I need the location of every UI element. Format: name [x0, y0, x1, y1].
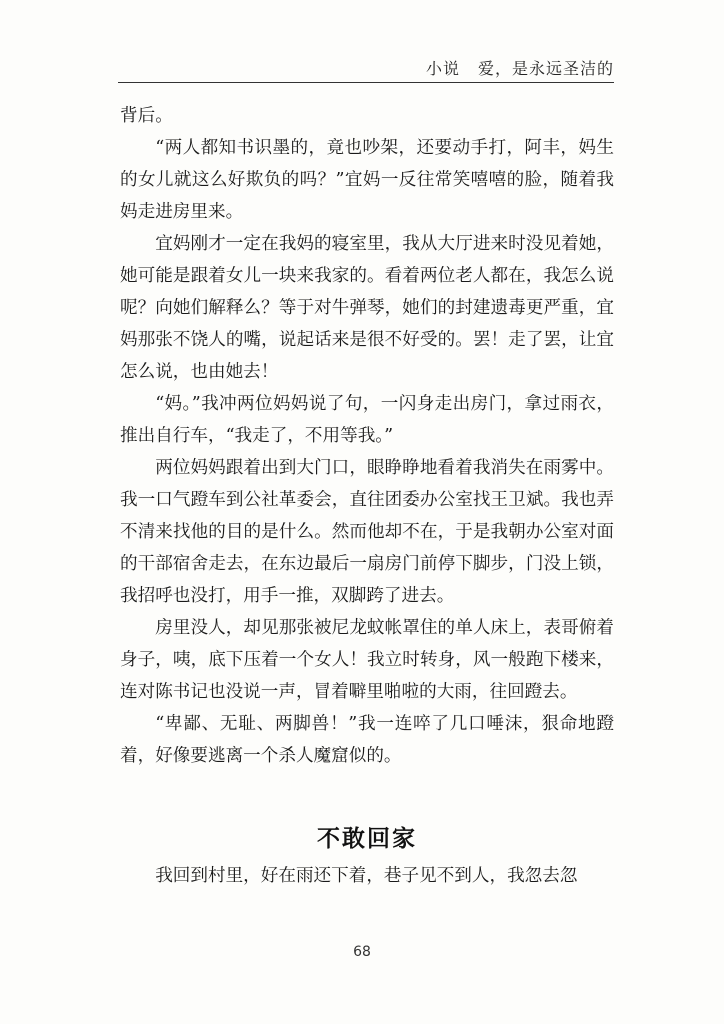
paragraph: “卑鄙、无耻、两脚兽！”我一连啐了几口唾沫，狠命地蹬着，好像要逃离一个杀人魔窟似的。: [120, 714, 614, 766]
running-header: [118, 56, 614, 80]
chapter-heading: 不敢回家: [317, 826, 417, 852]
paragraph: “两人都知书识墨的，竟也吵架，还要动手打，阿丰，妈生的女儿就这么好欺负的吗？”宜妈一反往常笑嘻嘻的脸，随着我妈走进房里来。: [120, 138, 614, 222]
paragraph: “妈。”我冲两位妈妈说了句，一闪身走出房门，拿过雨衣，推出自行车，“我走了，不用等我。”: [120, 394, 614, 446]
paragraph: 我回到村里，好在雨还下着，巷子见不到人，我忽去忽: [155, 866, 578, 886]
paragraph: 背后。: [120, 106, 173, 126]
header-section-label: 小说: [425, 59, 460, 78]
paragraph: 宜妈刚才一定在我妈的寝室里，我从大厅进来时没见着她，她可能是跟着女儿一块来我家的。看着两位老人都在，我怎么说呢？向她们解释么？等于对牛弹琴，她们的封建遗毒更严重，宜妈那张不饶人的嘴，说起话来是很不好受的。罢！走了罢，让宜怎么说，也由她去！: [120, 234, 614, 382]
paragraph: 房里没人，却见那张被尼龙蚊帐罩住的单人床上，表哥俯着身子，咦，底下压着一个女人！我立时转身，风一般跑下楼来，连对陈书记也没说一声，冒着噼里啪啦的大雨，往回蹬去。: [120, 618, 614, 702]
header-rule: [118, 82, 614, 83]
header-book-title: 爱，是永远圣洁的: [477, 59, 614, 78]
paragraph: 两位妈妈跟着出到大门口，眼睁睁地看着我消失在雨雾中。我一口气蹬车到公社革委会，直往团委办公室找王卫斌。我也弄不清来找他的目的是什么。然而他却不在，于是我朝办公室对面的干部宿舍走去，在东边最后一扇房门前停下脚步，门没上锁，我招呼也没打，用手一推，双脚跨了进去。: [120, 458, 614, 606]
body-text: [120, 100, 614, 772]
page-number: 68: [353, 944, 371, 960]
